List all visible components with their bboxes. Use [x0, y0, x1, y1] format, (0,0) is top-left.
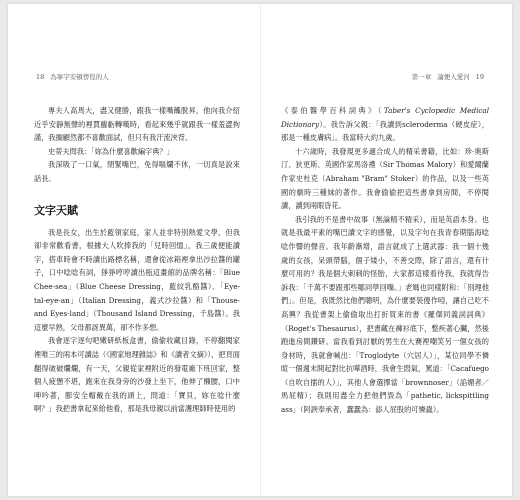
chapter-title: 論便入愛河 — [437, 73, 470, 81]
paragraph: 我深吸了一口氣，閉緊嘴巴，免得嘔爛不休，一切真是說來話長。 — [34, 160, 240, 183]
book-title-italic: Taber's Cyclopedic Medical Dictionary — [281, 106, 489, 129]
right-running-header — [412, 72, 484, 81]
left-page-body — [34, 104, 240, 416]
paragraph: 十六歲時，我發現更多適合成人的精采書籍，比如：珍·奧斯汀、狄更斯、英國作家馬洛禮（Sir Thomas Malory）和愛爾蘭作家史杜克（Abraham "Bram" Stoker）的作品，以及一些英國的劇時三種妹的著作。我會偷偷把這些書拿到房間，不停閱讀，讀到兩眼昏花。 — [281, 146, 489, 211]
right-page-number: 19 — [475, 73, 484, 81]
chapter-label: 第一章 — [411, 73, 432, 81]
paragraph: 我引我的不是書中故事（無論精不精采），而是英語本身。也就是我最平素的嘴巴讀文字的感覺，以及字句在我青春期腦海唸唸作響的聲音。我年齡漸增，語言就成了上選武器：我一個十幾歲的女孩，呆頭帶腦，個子矮小，不善交際，除了語言，還有什麼可用的？我是個大刺刺的怪胎，大家都這樣看待我，我就得告訴我：「千萬不要跟那些哪同學回嘴。」老媽也同樣附和：「別理他們」。但是，我既然比他們聰明，為什麼要裝傻作啞，讓自己吃不高興？我從書架上偷偷取出打折買來的書《羅傑同義詞詞典》（Roget's Thesaurus），把書藏在褲衫底下，整疾著心臟，然後跑進房間鑽研。當我看到討厭的男生在大賽裡嘲笑另一個女孩的身材時，我就會喊出：「Troglodyte（穴居人）」，某位同學不憐暄一個週末開起對比抗嘩酒時，我會生悶氣，罵道：「Cacafuego（自吹自擂的人）」，其他人會選擇當「brownnoser」（諂媚者／馬屁精）；我則用盡全力把他們毀為「pathetic, lickspittling ass」（阿諛奉承者，蠢蠢為：舔人屁股的可憐蟲）。 — [281, 214, 489, 415]
left-page — [8, 4, 260, 496]
right-page — [261, 4, 512, 496]
paragraph — [281, 104, 489, 145]
left-page-number: 18 — [36, 73, 45, 81]
paragraph: 專夫人高馬大，盡又健勝，跟我一樣嘴饞脫昇，他向我介紹近乎安靜無聲的裡賈蘿虧轉嘆時，看起來幾乎就跟我一樣羞澀拘謹，我搁顧然都不喜歡面試，但只有我汗流浹背。 — [34, 106, 240, 143]
paragraph: 我會逐字逐句吧嫩研紙板盒書，偷偷收藏目錄，不停翻閱家裡唯三的兩本可讀誌（《國家地理雜誌》和《讀者文摘》），把頁面翻得破破爛爛，有一天，父親從家裡附近的發電廠下班回家，整個人疲憊不堪，跑來在我身旁的沙發上坐下，他伸了懶腰，口中呻吟著，膨安全帽戴在我的頭上，問道：「寶貝，妳在唸什麼啊？」我把書拿起來給他看，那是我母親以前當護理師時使用的 — [34, 336, 240, 414]
text-run: 《泰伯醫學百科詞典》（ — [281, 106, 384, 115]
section-heading: 文字天賦 — [34, 203, 78, 217]
right-page-body — [281, 104, 489, 417]
paragraph: 我是長女，出生於藍領家庭，家人並非特別熱愛文學，但我卻非常歡看書，根據大人吹捧我的「兒時回憶」，我三歲便能讀字，搭車時會不時讀出路標名稱，還會從冰箱裡拿出沙拉醬的罐子，口中唸唸有詞，猙猙哼哼讀出瓶這畫館的品牌名稱：「Blue Chee-sea」（Blue Cheese Dressing，藍紋乳酪醬）、「Eye-tal-eye-an」（Italian Dressing，義式沙拉醬）和「Thouse-and Eyes-land」（Thousand Island Dressing，千島醬）。我這麼早熟，父母都訝異萬，卻不作多想。 — [34, 227, 240, 332]
left-running-header — [36, 72, 109, 81]
paragraph: 史蒂夫問我：「妳為什麼喜歡編字典？」 — [48, 146, 174, 156]
text-run: ）。我告訴父親：「我讀到scleroderma（硬皮症），那是一種皮膚病」。我當時大約九歲。 — [281, 119, 489, 143]
left-book-title: 為寧字安頓徬徨的人 — [50, 73, 109, 81]
book-spread — [8, 4, 512, 496]
